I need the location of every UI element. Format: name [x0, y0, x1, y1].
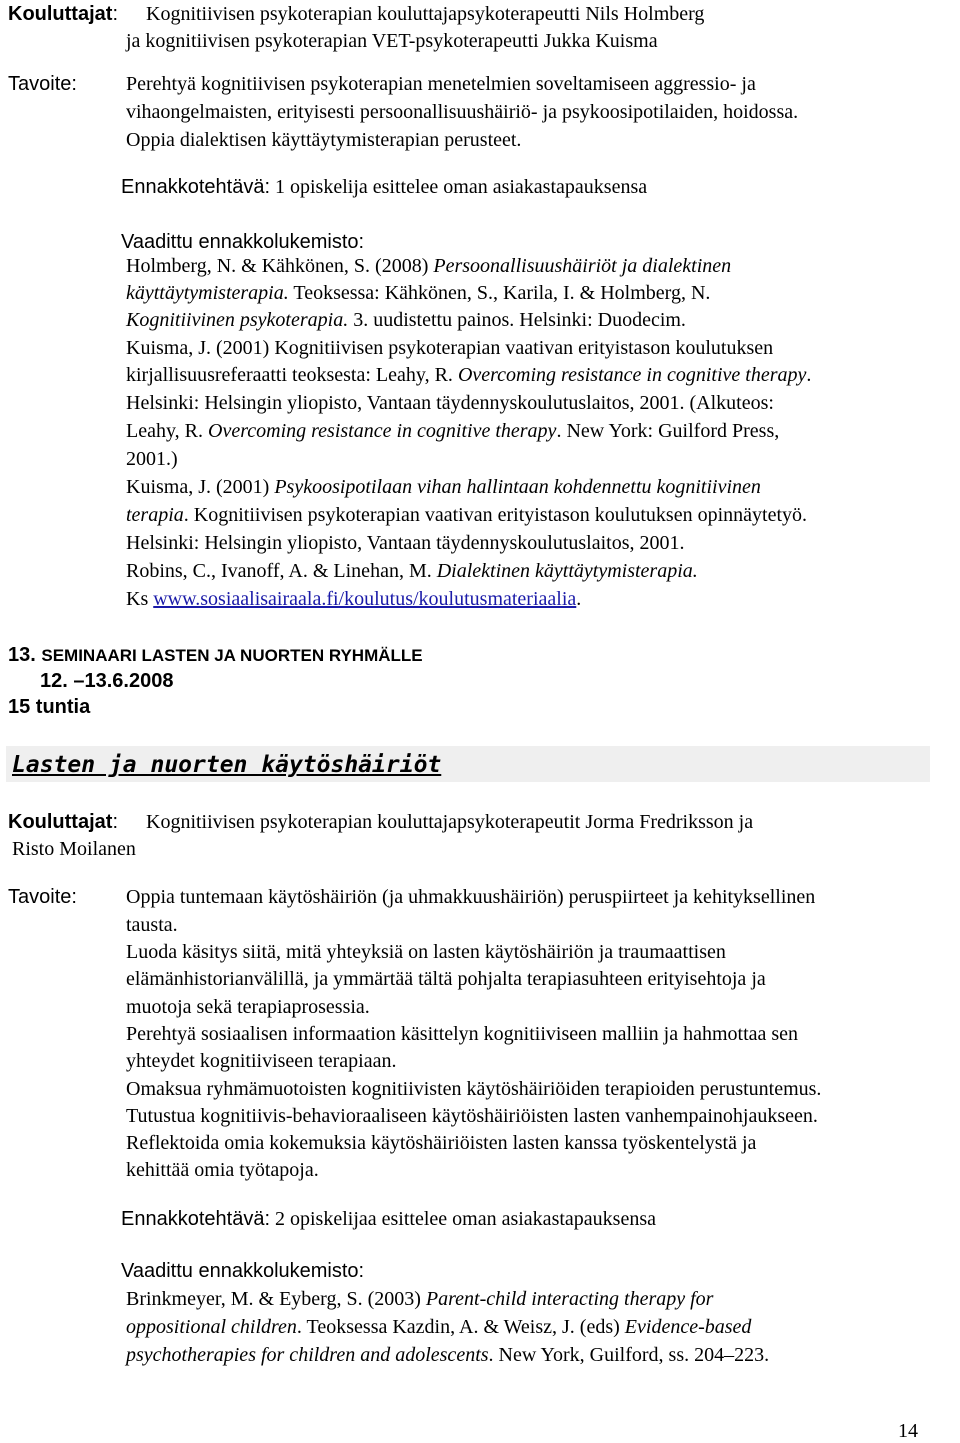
ref-text: 3. uudistettu painos. Helsinki: Duodecim. [348, 309, 686, 331]
seminar-heading: Lasten ja nuorten käytöshäiriöt [12, 752, 442, 778]
trainers-line-1 [8, 1, 705, 27]
ref-text: Kuisma, J. (2001) [126, 476, 275, 498]
ref-title: Evidence-based [624, 1316, 752, 1338]
section-heading [8, 642, 423, 669]
trainers-colon: : [112, 3, 118, 25]
ref-text: . Kognitiivisen psykoterapian vaativan erityistason koulutuksen opinnäytetyö. [183, 504, 808, 526]
pre-assignment [121, 1206, 656, 1232]
ref-title: käyttäytymisterapia. [126, 282, 289, 304]
ref-text: . New York, Guilford, ss. 204–223. [488, 1344, 770, 1366]
ref-title: terapia [126, 504, 184, 526]
ref-title: Psykoosipotilaan vihan hallintaan kohdennettu kognitiivinen [274, 476, 761, 498]
reference-line [126, 558, 698, 584]
reference-line: Helsinki: Helsingin yliopisto, Vantaan täydennyskoulutuslaitos, 2001. (Alkuteos: [126, 392, 774, 414]
goal-line: muotoja sekä terapiaprosessia. [126, 996, 370, 1018]
ref-title: Parent-child interacting therapy for [425, 1288, 714, 1310]
goal-line: Omaksua ryhmämuotoisten kognitiivisten käytöshäiriöiden terapioiden perustuntemus. [126, 1078, 822, 1100]
goal-line: tausta. [126, 914, 178, 936]
required-reading-label: Vaadittu ennakkolukemisto: [121, 231, 365, 253]
pre-assignment-text: 1 opiskelija esittelee oman asiakastapauksensa [275, 176, 648, 198]
ref-text: . New York: Guilford Press, [556, 420, 780, 442]
trainers-label: Kouluttajat [8, 811, 113, 833]
goal-line: yhteydet kognitiiviseen terapiaan. [126, 1050, 397, 1072]
trainers-label: Kouluttajat [8, 3, 113, 25]
reference-line [126, 280, 710, 306]
reference-line [126, 307, 686, 333]
goal-line: Tutustua kognitiivis-behavioraaliseen käytöshäiriöisten lasten vanhempainohjaukseen. [126, 1105, 818, 1127]
ref-title: Overcoming resistance in cognitive therapy [457, 364, 807, 386]
trainers-text: Kognitiivisen psykoterapian kouluttajapsykoterapeutti Nils Holmberg [146, 3, 705, 25]
ref-title: Dialektinen käyttäytymisterapia. [436, 560, 698, 582]
ref-text: kirjallisuusreferaatti teoksesta: Leahy, R. [126, 364, 458, 386]
goal-line: Oppia dialektisen käyttäytymisterapian perusteet. [126, 129, 522, 151]
section-number: 13. [8, 644, 36, 666]
goal-line: Oppia tuntemaan käytöshäiriön (ja uhmakkuushäiriön) peruspiirteet ja kehityksellinen [126, 886, 816, 908]
ref-text: . [806, 364, 812, 386]
trainers-colon: : [112, 811, 118, 833]
pre-assignment [121, 174, 647, 200]
reference-line [126, 1286, 713, 1312]
goal-line: Luoda käsitys siitä, mitä yhteyksiä on lasten käytöshäiriön ja traumaattisen [126, 941, 726, 963]
ref-text: . Teoksessa Kazdin, A. & Weisz, J. (eds) [296, 1316, 625, 1338]
reference-line [126, 253, 731, 279]
goal-line: elämänhistorianvälillä, ja ymmärtää tältä pohjalta terapiasuhteen erityisehtoja ja [126, 968, 766, 990]
reference-line: Helsinki: Helsingin yliopisto, Vantaan täydennyskoulutuslaitos, 2001. [126, 532, 685, 554]
ref-text: Leahy, R. [126, 420, 209, 442]
material-link[interactable]: www.sosiaalisairaala.fi/koulutus/koulutusmateriaalia [153, 588, 577, 610]
ref-title: Kognitiivinen psykoterapia. [126, 309, 349, 331]
ref-title: oppositional children [126, 1316, 297, 1338]
section-dates: 12. –13.6.2008 [40, 670, 174, 692]
reference-line [126, 1314, 751, 1340]
reference-line: 2001.) [126, 448, 178, 470]
section-hours: 15 tuntia [8, 696, 91, 718]
ref-text: Teoksessa: Kähkönen, S., Karila, I. & Holmberg, N. [288, 282, 711, 304]
goal-line: Reflektoida omia kokemuksia käytöshäiriöisten lasten kanssa työskentelystä ja [126, 1132, 757, 1154]
trainers-line-1 [8, 809, 754, 835]
pre-assignment-label: Ennakkotehtävä: [121, 1208, 270, 1230]
section-title: SEMINAARI LASTEN JA NUORTEN RYHMÄLLE [41, 646, 423, 665]
goal-line: Perehtyä kognitiivisen psykoterapian menetelmien soveltamiseen aggressio- ja [126, 73, 756, 95]
reference-line [126, 418, 779, 444]
ref-text: . [576, 588, 582, 610]
trainers-text: Kognitiivisen psykoterapian kouluttajapsykoterapeutit Jorma Fredriksson ja [146, 811, 754, 833]
ref-text: Ks [126, 588, 154, 610]
goal-label: Tavoite: [8, 886, 77, 908]
ref-title: Overcoming resistance in cognitive therapy [208, 420, 557, 442]
reference-line: Kuisma, J. (2001) Kognitiivisen psykoterapian vaativan erityistason koulutuksen [126, 337, 774, 359]
page-number: 14 [898, 1420, 918, 1442]
required-reading-label: Vaadittu ennakkolukemisto: [121, 1260, 365, 1282]
pre-assignment-label: Ennakkotehtävä: [121, 176, 270, 198]
reference-line [126, 474, 761, 500]
trainers-line-2: ja kognitiivisen psykoterapian VET-psykoterapeutti Jukka Kuisma [126, 30, 658, 52]
goal-label: Tavoite: [8, 73, 77, 95]
ref-title: psychotherapies for children and adolescents [126, 1344, 489, 1366]
reference-line [126, 586, 581, 612]
trainers-line-2: Risto Moilanen [12, 838, 136, 860]
reference-line [126, 1342, 769, 1368]
ref-text: Holmberg, N. & Kähkönen, S. (2008) [126, 255, 434, 277]
goal-line: kehittää omia työtapoja. [126, 1159, 319, 1181]
ref-text: Robins, C., Ivanoff, A. & Linehan, M. [126, 560, 437, 582]
goal-line: vihaongelmaisten, erityisesti persoonallisuushäiriö- ja psykoosipotilaiden, hoidossa. [126, 101, 799, 123]
ref-text: Brinkmeyer, M. & Eyberg, S. (2003) [126, 1288, 426, 1310]
reference-line [126, 362, 811, 388]
goal-line: Perehtyä sosiaalisen informaation käsittelyn kognitiiviseen malliin ja hahmottaa sen [126, 1023, 799, 1045]
ref-title: Persoonallisuushäiriöt ja dialektinen [433, 255, 732, 277]
pre-assignment-text: 2 opiskelijaa esittelee oman asiakastapauksensa [275, 1208, 656, 1230]
reference-line [126, 502, 807, 528]
